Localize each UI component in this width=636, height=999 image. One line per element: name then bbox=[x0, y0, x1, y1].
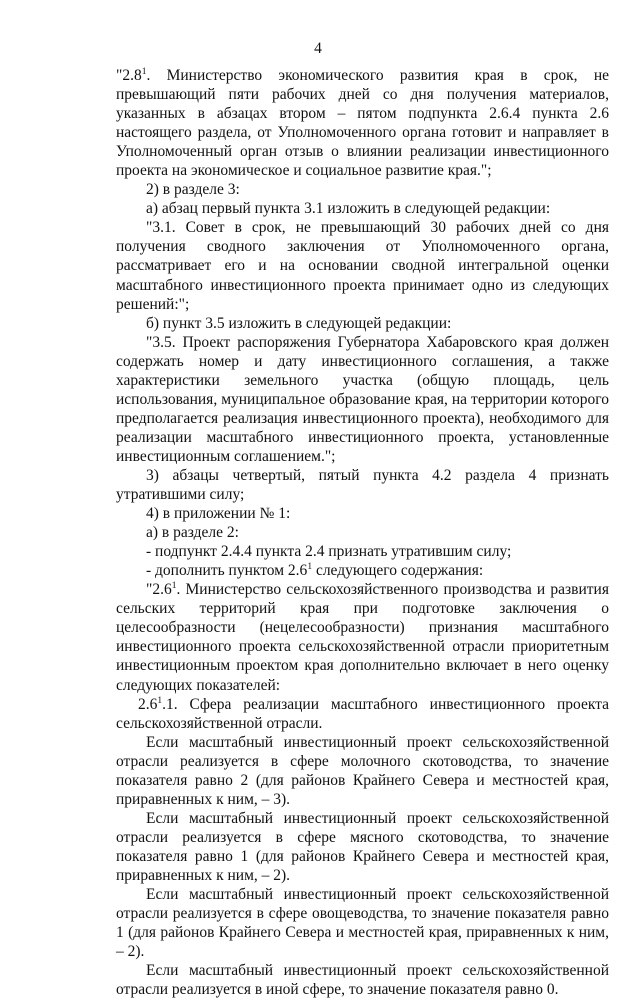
paragraph-4-2: 3) абзацы четвертый, пятый пункта 4.2 раздела 4 признать утратившими силу; bbox=[116, 466, 609, 504]
paragraph-add-2-6-1 bbox=[116, 561, 609, 580]
paragraph-3-5-intro: б) пункт 3.5 изложить в следующей редакции: bbox=[146, 314, 452, 332]
para-prefix: "2.8 bbox=[116, 67, 142, 84]
paragraph-vegetables: Если масштабный инвестиционный проект сельскохозяйственной отрасли реализуется в сфере овощеводства, то значение показателя равно 1 (для районов Крайнего Севера и местностей края, приравненных к ним, – 2). bbox=[116, 886, 609, 961]
page-number: 4 bbox=[314, 40, 322, 57]
paragraph-section-2: а) в разделе 2: bbox=[146, 524, 239, 542]
paragraph-dairy: Если масштабный инвестиционный проект сельскохозяйственной отрасли реализуется в сфере молочного скотоводства, то значение показателя равно 2 (для районов Крайнего Севера и местностей края, приравненных к ним, – 3). bbox=[116, 733, 609, 808]
para-text: .1. Сфера реализации масштабного инвестиционного проекта сельскохозяйственной отрасли. bbox=[116, 695, 609, 732]
para-prefix: 2.6 bbox=[138, 695, 158, 713]
paragraph-other: Если масштабный инвестиционный проект сельскохозяйственной отрасли реализуется в иной сфере, то значение показателя равно 0. bbox=[116, 962, 609, 999]
paragraph-2-8-1 bbox=[116, 66, 609, 180]
paragraph-meat: Если масштабный инвестиционный проект сельскохозяйственной отрасли реализуется в сфере мясного скотоводства, то значение показателя равно 1 (для районов Крайнего Севера и местностей края, приравненных к ним, – 2). bbox=[116, 809, 609, 884]
paragraph-3-1-intro: а) абзац первый пункта 3.1 изложить в следующей редакции: bbox=[146, 200, 551, 218]
para-text: . Министерство сельскохозяйственного производства и развития сельских территорий края при подготовке заключения о целесообразности (нецелесообразности) признания масштабного инвестиционного проекта сельскохозяйственной отрасли приоритетным инвестиционным проектом края дополнительно включает в него оценку следующих показателей: bbox=[116, 581, 609, 694]
paragraph-2-4-4: - подпункт 2.4.4 пункта 2.4 признать утратившим силу; bbox=[146, 543, 512, 561]
superscript: 1 bbox=[307, 562, 313, 573]
para-prefix: - дополнить пунктом 2.6 bbox=[146, 562, 308, 580]
para-text: следующего содержания: bbox=[312, 562, 484, 580]
paragraph-3-1: "3.1. Совет в срок, не превышающий 30 рабочих дней со дня получения сводного заключения от Уполномоченного органа, рассматривает его и на основании сводной интегральной оценки масштабного инвестиционного проекта принимает одно из следующих решений:"; bbox=[116, 219, 609, 313]
superscript: 1 bbox=[141, 67, 147, 77]
superscript: 1 bbox=[171, 581, 177, 592]
para-prefix: "2.6 bbox=[146, 581, 172, 599]
paragraph-2-6-1-1 bbox=[116, 695, 609, 733]
paragraph-appendix-1: 4) в приложении № 1: bbox=[146, 505, 291, 523]
paragraph-3-5: "3.5. Проект распоряжения Губернатора Хабаровского края должен содержать номер и дату инвестиционного соглашения, а также характеристики земельного участка (общую площадь, цель использования, муниципальное образование края, на территории которого предполагается реализация инвестиционного проекта), необходимого для реализации масштабного инвестиционного проекта, установленные инвестиционным соглашением."; bbox=[116, 333, 609, 465]
para-text: . Министерство экономического развития края в срок, не превышающий пяти рабочих дней со дня получения материалов, указанных в абзацах втором – пятом подпункта 2.6.4 пункта 2.6 настоящего раздела, от Уполномоченного органа готовит и направляет в Уполномоченный орган отзыв о влиянии реализации инвестиционного проекта на экономическое и социальное развитие края."; bbox=[116, 67, 609, 180]
superscript: 1 bbox=[157, 695, 163, 706]
paragraph-2-6-1 bbox=[116, 580, 609, 694]
document-body bbox=[116, 66, 609, 999]
paragraph-section-3: 2) в разделе 3: bbox=[146, 181, 240, 199]
